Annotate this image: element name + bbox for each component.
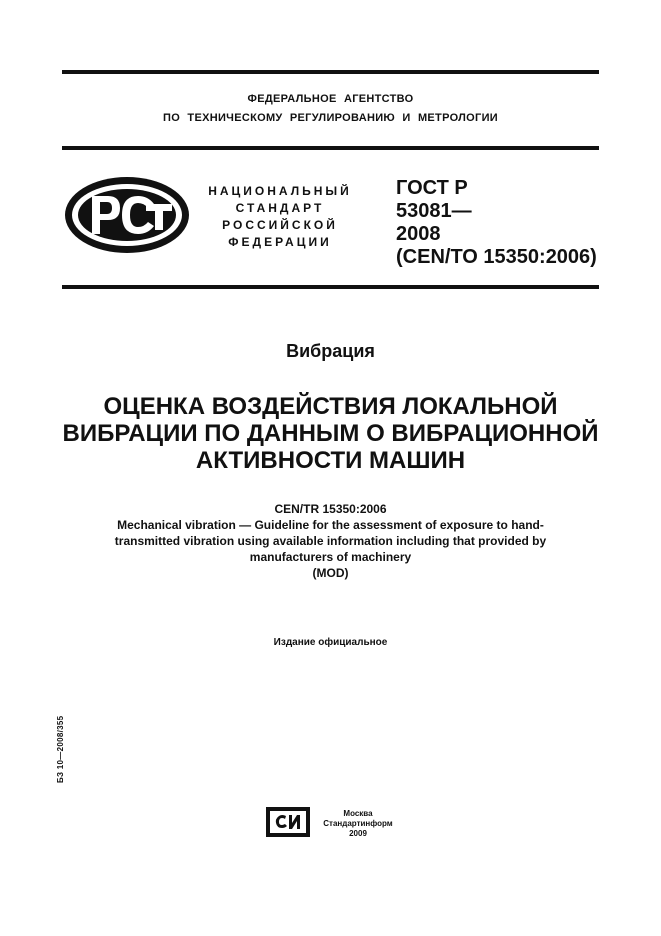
designation-line-4: (CEN/TO 15350:2006) [396,246,597,268]
title-line-3: АКТИВНОСТИ МАШИН [195,447,466,474]
document-title [0,393,661,474]
natstd-line-2: СТАНДАРТ [235,201,325,215]
natstd-line-1: НАЦИОНАЛЬНЫЙ [208,184,352,198]
designation-line-1: ГОСТ Р [396,177,468,199]
publisher-city: Москва [343,809,373,818]
designation-bottom-rule [62,285,599,289]
header-bottom-rule [62,146,599,150]
publisher-year: 2009 [349,829,367,838]
english-line-1: Mechanical vibration — Guideline for the assessment of exposure to hand- [117,518,544,532]
english-line-3: manufacturers of machinery [249,550,412,564]
english-line-2: transmitted vibration using available information including that provided by [114,534,547,548]
english-title-block [70,501,591,581]
title-line-2: ВИБРАЦИИ ПО ДАННЫМ О ВИБРАЦИОННОЙ [62,420,599,447]
rst-certification-logo-icon [62,174,192,256]
designation-line-2: 53081— [396,200,472,222]
publisher-name: Стандартинформ [323,819,393,828]
official-edition: Издание официальное [273,637,388,648]
top-rule [62,70,599,74]
document-subject: Вибрация [286,341,375,361]
natstd-line-4: ФЕДЕРАЦИИ [228,235,332,249]
agency-line-2: ПО ТЕХНИЧЕСКОМУ РЕГУЛИРОВАНИЮ И МЕТРОЛОГИИ [163,112,498,124]
english-ref: CEN/TR 15350:2006 [274,502,387,516]
side-code: БЗ 10—2008/355 [56,715,65,783]
english-mod: (MOD) [312,566,349,580]
standard-designation [396,177,597,269]
publisher-block [298,809,418,839]
title-line-1: ОЦЕНКА ВОЗДЕЙСТВИЯ ЛОКАЛЬНОЙ [103,393,558,420]
designation-line-3: 2008 [396,223,441,245]
natstd-line-3: РОССИЙСКОЙ [222,218,338,232]
national-standard-label [194,183,366,251]
agency-line-1: ФЕДЕРАЛЬНОЕ АГЕНТСТВО [247,93,414,105]
